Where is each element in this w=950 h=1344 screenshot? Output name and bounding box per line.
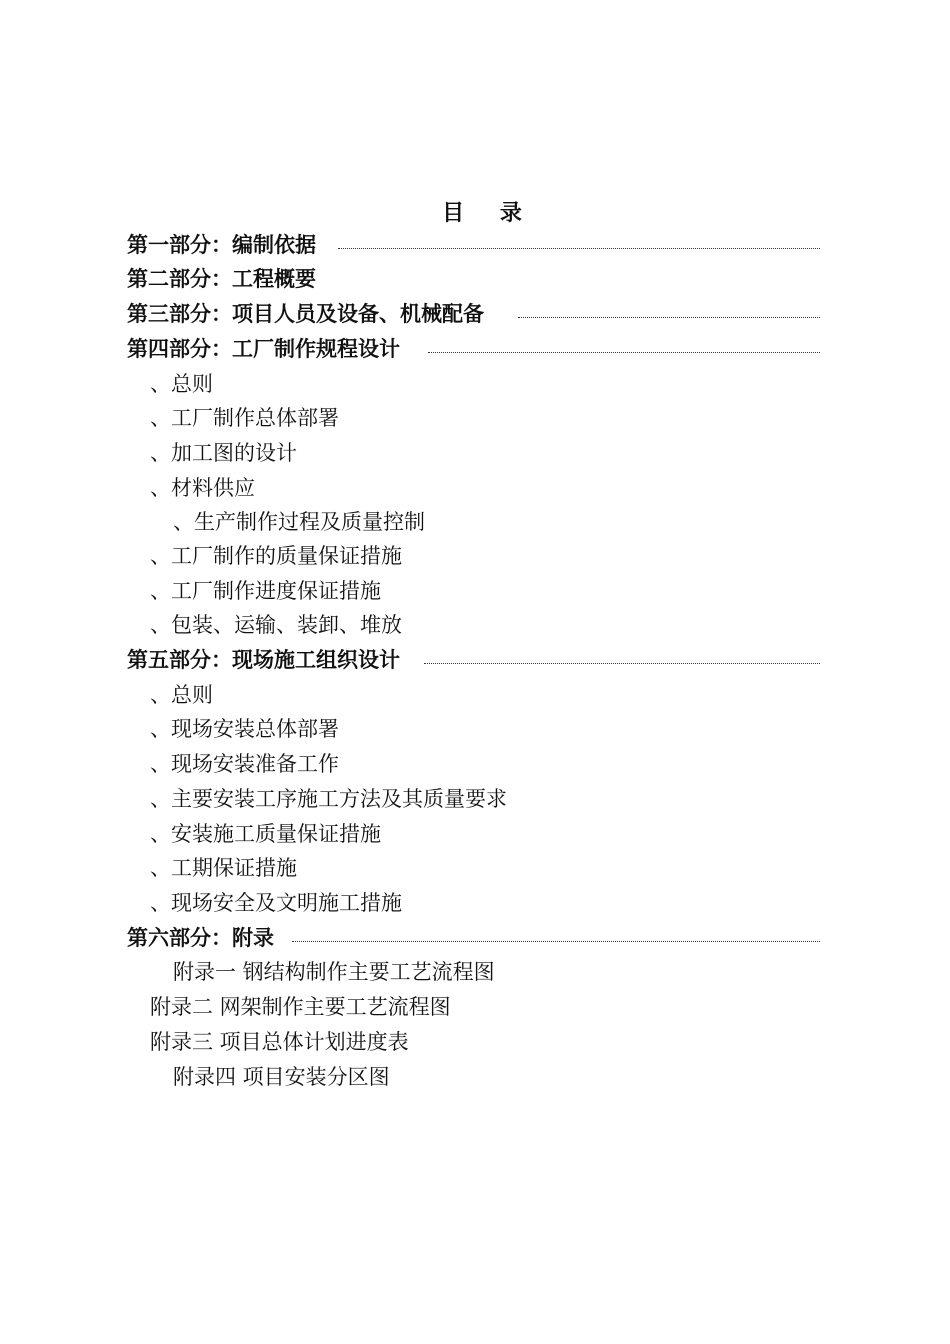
toc-entry-5-1 xyxy=(150,677,213,711)
toc-entry-5-3 xyxy=(150,746,339,780)
toc-entry-text: 第一部分：编制依据 xyxy=(127,233,316,257)
toc-entry-text: 、主要安装工序施工方法及其质量要求 xyxy=(150,787,507,811)
toc-leader-dots xyxy=(424,663,820,664)
toc-entry-text: 、现场安装总体部署 xyxy=(150,717,339,741)
toc-entry-text: 、总则 xyxy=(150,372,213,396)
toc-entry-4-5 xyxy=(173,504,425,538)
toc-entry-text: 、工厂制作总体部署 xyxy=(150,406,339,430)
toc-entry-text: 、生产制作过程及质量控制 xyxy=(173,510,425,534)
toc-entry-4-4 xyxy=(150,470,255,504)
toc-entry-5-5 xyxy=(150,816,381,850)
toc-entry-part-6 xyxy=(127,920,820,954)
toc-entry-text: 、工厂制作进度保证措施 xyxy=(150,579,381,603)
toc-leader-dots xyxy=(518,317,820,318)
toc-entry-part-4 xyxy=(127,331,820,365)
toc-entry-appendix-2 xyxy=(150,989,451,1023)
toc-entry-text: 、现场安装准备工作 xyxy=(150,752,339,776)
toc-entry-4-8 xyxy=(150,607,402,641)
toc-title: 目 录 xyxy=(442,201,536,226)
toc-leader-dots xyxy=(338,248,820,249)
toc-entry-text: 、包装、运输、装卸、堆放 xyxy=(150,613,402,637)
toc-entry-text: 第五部分：现场施工组织设计 xyxy=(127,648,400,672)
toc-entry-text: 第二部分：工程概要 xyxy=(127,267,316,291)
toc-entry-text: 第四部分：工厂制作规程设计 xyxy=(127,337,400,361)
toc-entry-text: 、现场安全及文明施工措施 xyxy=(150,891,402,915)
toc-entry-text: 附录四 项目安装分区图 xyxy=(173,1065,390,1089)
toc-entry-4-7 xyxy=(150,573,381,607)
toc-entry-text: 附录一 钢结构制作主要工艺流程图 xyxy=(173,960,495,984)
toc-entry-4-2 xyxy=(150,400,339,434)
toc-entry-text: 附录三 项目总体计划进度表 xyxy=(150,1030,409,1054)
toc-entry-5-2 xyxy=(150,711,339,745)
toc-entry-text: 第三部分：项目人员及设备、机械配备 xyxy=(127,302,484,326)
toc-leader-dots xyxy=(292,941,820,942)
toc-entry-appendix-1 xyxy=(173,954,495,988)
toc-entry-text: 、安装施工质量保证措施 xyxy=(150,822,381,846)
toc-entry-part-3 xyxy=(127,296,820,330)
toc-entry-5-6 xyxy=(150,850,297,884)
toc-entry-5-7 xyxy=(150,885,402,919)
toc-entry-text: 附录二 网架制作主要工艺流程图 xyxy=(150,995,451,1019)
toc-entry-4-6 xyxy=(150,538,402,572)
toc-entry-text: 、工期保证措施 xyxy=(150,856,297,880)
toc-entry-4-3 xyxy=(150,435,297,469)
toc-leader-dots xyxy=(428,352,820,353)
toc-entry-text: 、工厂制作的质量保证措施 xyxy=(150,544,402,568)
toc-entry-appendix-3 xyxy=(150,1024,409,1058)
toc-entry-appendix-4 xyxy=(173,1059,390,1093)
toc-entry-text: 、总则 xyxy=(150,683,213,707)
toc-entry-5-4 xyxy=(150,781,507,815)
toc-entry-text: 第六部分：附录 xyxy=(127,926,274,950)
toc-entry-text: 、加工图的设计 xyxy=(150,441,297,465)
toc-entry-4-1 xyxy=(150,366,213,400)
toc-entry-text: 、材料供应 xyxy=(150,476,255,500)
toc-entry-part-2 xyxy=(127,261,316,295)
toc-entry-part-5 xyxy=(127,642,820,676)
toc-entry-part-1 xyxy=(127,227,820,261)
